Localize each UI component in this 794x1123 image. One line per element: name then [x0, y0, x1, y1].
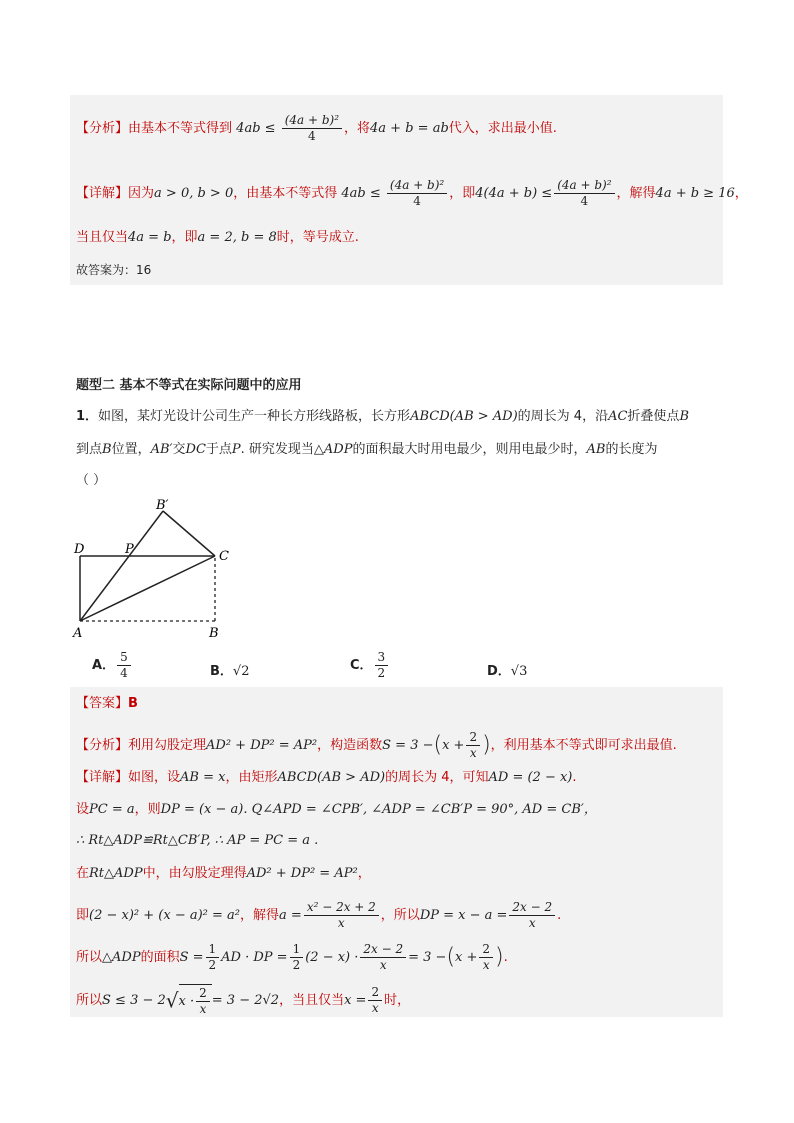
detail-row-7: 所以S ≤ 3 − 2√x · $\frac{2}{x}$ = 3 − 2√2，当且仅当x = $\frac{2}{x}$ 时， [76, 985, 411, 1016]
detail-row-4: 在Rt△ADP中，由勾股定理得AD² + DP² = AP²， [76, 866, 371, 881]
folding-figure [70, 495, 240, 645]
detail-row-3: ∴ Rt△ADP≌Rt△CB′P, ∴ AP = PC = a . [76, 833, 319, 848]
analysis-row: 【分析】利用勾股定理AD² + DP² = AP²，构造函数S = 3 −(x + $\frac{2}{x}$ )，利用基本不等式即可求出最值. [76, 730, 677, 760]
analysis-line: 【分析】由基本不等式得到 4ab ≤ $\frac{\text{(4a + b)²}}{4}$ ，将4a + b = ab代入，求出最小值. [76, 113, 557, 143]
question-line-1: 1．如图，某灯光设计公司生产一种长方形线路板，长方形ABCD(AB > AD)的周长为 4，沿AC折叠使点B [76, 409, 689, 424]
sqrt-sign: √ [165, 988, 179, 1013]
option-d[interactable]: D．√3 [487, 664, 528, 679]
detail-tag: 【详解】 [76, 186, 129, 201]
segment-AC [80, 556, 215, 621]
answer-line: 故答案为：16 [76, 263, 152, 277]
section-heading: 题型二 基本不等式在实际问题中的应用 [76, 378, 302, 393]
detail-row-2: 设PC = a，则DP = (x − a). Q∠APD = ∠CPB′, ∠ADP = ∠CB′P = 90°, AD = CB′， [76, 802, 597, 817]
label-B1: B′ [156, 498, 169, 513]
detail-row-5: 即(2 − x)² + (x − a)² = a²，解得a = $\frac{\text{x² − 2x + 2}}{x}$ ，所以DP = x − a = $\frac{2x - 2}{x}$ . [76, 900, 562, 930]
detail-line: 【详解】因为a > 0, b > 0，由基本不等式得 4ab ≤ $\frac{\text{(4a + b)²}}{4}$ ，即4(4a + b) ≤ $\frac{\text{(4a + b)²}}{4}$ ，解得4a + b ≥ 16， [76, 178, 748, 208]
equality-line: 当且仅当4a = b，即a = 2, b = 8时，等号成立. [76, 230, 359, 245]
segment-B1C [163, 511, 215, 556]
label-P: P [125, 542, 134, 557]
answer-value: B [128, 696, 138, 711]
label-B: B [209, 626, 219, 641]
detail-row-1: 【详解】如图，设AB = x，由矩形ABCD(AB > AD)的周长为 4，可知AD = (2 − x). [76, 770, 577, 785]
option-c[interactable]: C． $\frac{3}{2}$ [350, 650, 390, 681]
answer-row: 【答案】B [76, 696, 138, 711]
analysis-tag: 【分析】 [76, 121, 129, 136]
segment-AB1 [80, 511, 163, 621]
label-C: C [219, 549, 229, 564]
detail-row-6: 所以△ADP的面积S = $\frac{1}{2}$ AD · DP = $\frac{1}{2}$ (2 − x) · $\frac{2x - 2}{x}$ = 3 −(x + $\frac{2}{x}$ ). [76, 942, 508, 972]
option-b[interactable]: B．√2 [210, 664, 250, 679]
label-D: D [74, 542, 85, 557]
option-a[interactable]: A． $\frac{5}{4}$ [92, 650, 133, 681]
question-line-3: （ ） [76, 473, 107, 488]
label-A: A [73, 626, 83, 641]
question-line-2: 到点B位置，AB′交DC于点P. 研究发现当△ADP的面积最大时用电最少，则用电最少时，AB的长度为 [76, 442, 658, 457]
